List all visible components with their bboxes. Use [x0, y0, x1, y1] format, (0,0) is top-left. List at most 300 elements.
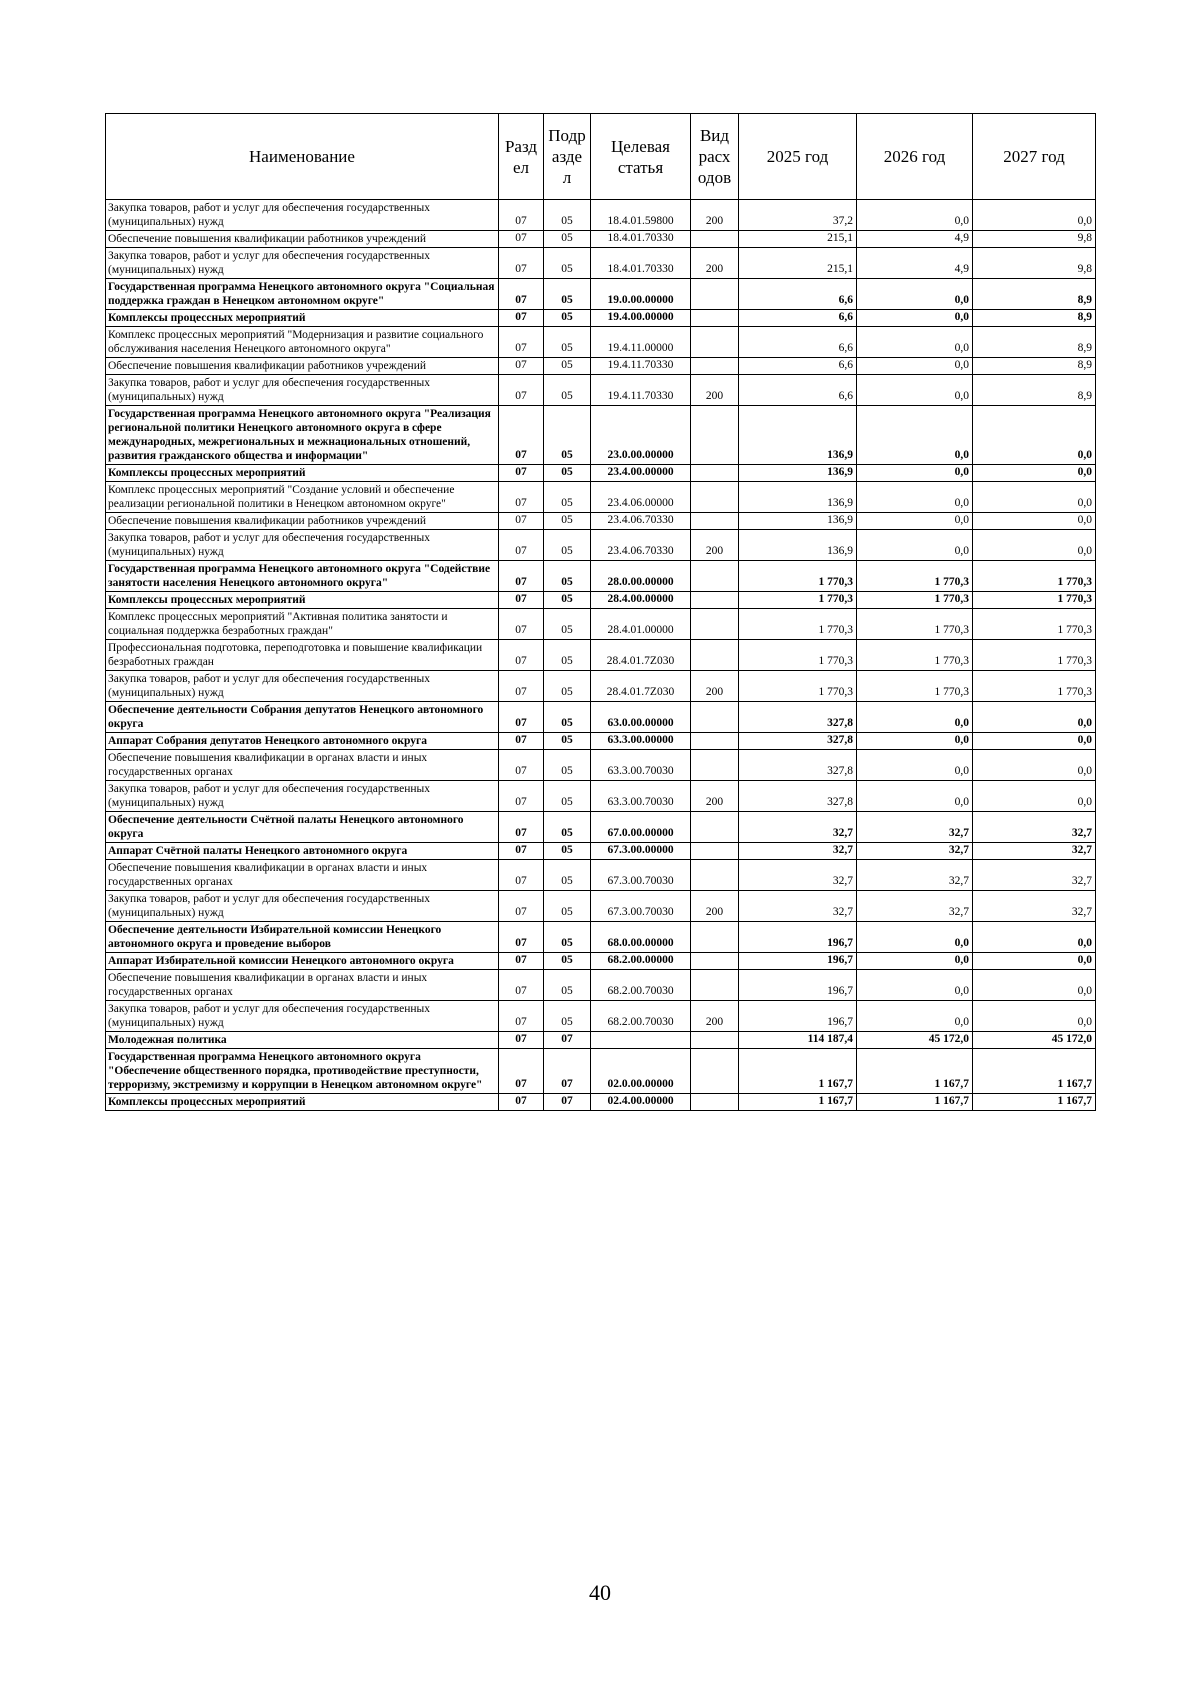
- table-row: [106, 843, 1096, 860]
- cell-2027: 32,7: [973, 860, 1096, 891]
- cell-name: Комплекс процессных мероприятий "Активная политика занятости и социальная поддержка безработных граждан": [106, 609, 499, 640]
- cell-2025: 327,8: [739, 733, 857, 750]
- cell-2026: 1 770,3: [857, 640, 973, 671]
- cell-name: Комплексы процессных мероприятий: [106, 1094, 499, 1111]
- cell-name: Профессиональная подготовка, переподготовка и повышение квалификации безработных граждан: [106, 640, 499, 671]
- table-row: [106, 1094, 1096, 1111]
- cell-section: 07: [499, 733, 544, 750]
- cell-kind: [691, 231, 739, 248]
- cell-subsection: 05: [544, 843, 591, 860]
- cell-kind: [691, 843, 739, 860]
- cell-2026: 0,0: [857, 358, 973, 375]
- cell-section: 07: [499, 843, 544, 860]
- cell-subsection: 07: [544, 1032, 591, 1049]
- cell-target: 28.4.01.7Z030: [591, 640, 691, 671]
- cell-section: 07: [499, 358, 544, 375]
- table-row: [106, 231, 1096, 248]
- table-row: [106, 860, 1096, 891]
- cell-2027: 0,0: [973, 406, 1096, 465]
- cell-2025: 196,7: [739, 970, 857, 1001]
- cell-2026: 0,0: [857, 530, 973, 561]
- cell-target: 67.3.00.70030: [591, 860, 691, 891]
- cell-2027: 8,9: [973, 358, 1096, 375]
- cell-section: 07: [499, 406, 544, 465]
- cell-section: 07: [499, 750, 544, 781]
- cell-2025: 1 167,7: [739, 1094, 857, 1111]
- cell-target: 19.4.11.70330: [591, 375, 691, 406]
- cell-subsection: 05: [544, 200, 591, 231]
- cell-subsection: 05: [544, 750, 591, 781]
- cell-2025: 1 770,3: [739, 592, 857, 609]
- cell-target: 23.4.06.00000: [591, 482, 691, 513]
- cell-2027: 0,0: [973, 513, 1096, 530]
- cell-2026: 1 167,7: [857, 1094, 973, 1111]
- cell-kind: [691, 1049, 739, 1094]
- cell-section: 07: [499, 970, 544, 1001]
- cell-2026: 0,0: [857, 1001, 973, 1032]
- cell-subsection: 05: [544, 970, 591, 1001]
- cell-kind: [691, 592, 739, 609]
- cell-2026: 32,7: [857, 891, 973, 922]
- header-2027: 2027 год: [973, 114, 1096, 200]
- cell-section: 07: [499, 609, 544, 640]
- cell-2027: 8,9: [973, 375, 1096, 406]
- cell-2027: 1 770,3: [973, 592, 1096, 609]
- cell-target: 23.0.00.00000: [591, 406, 691, 465]
- cell-2026: 0,0: [857, 733, 973, 750]
- header-name: Наименование: [106, 114, 499, 200]
- cell-kind: [691, 465, 739, 482]
- cell-section: 07: [499, 781, 544, 812]
- cell-2026: 0,0: [857, 702, 973, 733]
- cell-kind: 200: [691, 248, 739, 279]
- table-row: [106, 200, 1096, 231]
- cell-2027: 0,0: [973, 733, 1096, 750]
- cell-2026: 0,0: [857, 310, 973, 327]
- header-target: Целевая статья: [591, 114, 691, 200]
- cell-2025: 196,7: [739, 922, 857, 953]
- cell-2027: 45 172,0: [973, 1032, 1096, 1049]
- cell-subsection: 05: [544, 922, 591, 953]
- cell-2027: 1 167,7: [973, 1049, 1096, 1094]
- cell-name: Государственная программа Ненецкого автономного округа "Социальная поддержка граждан в Ненецком автономном округе": [106, 279, 499, 310]
- cell-2027: 0,0: [973, 1001, 1096, 1032]
- cell-2025: 136,9: [739, 530, 857, 561]
- cell-name: Закупка товаров, работ и услуг для обеспечения государственных (муниципальных) нужд: [106, 200, 499, 231]
- cell-subsection: 05: [544, 671, 591, 702]
- cell-name: Закупка товаров, работ и услуг для обеспечения государственных (муниципальных) нужд: [106, 671, 499, 702]
- cell-2026: 0,0: [857, 922, 973, 953]
- cell-section: 07: [499, 200, 544, 231]
- cell-target: 28.4.01.00000: [591, 609, 691, 640]
- cell-subsection: 05: [544, 327, 591, 358]
- cell-2027: 32,7: [973, 812, 1096, 843]
- cell-target: 18.4.01.70330: [591, 248, 691, 279]
- cell-name: Обеспечение повышения квалификации в органах власти и иных государственных органах: [106, 860, 499, 891]
- cell-kind: [691, 1094, 739, 1111]
- cell-2027: 1 770,3: [973, 640, 1096, 671]
- cell-name: Комплекс процессных мероприятий "Создание условий и обеспечение реализации региональной политики в Ненецком автономном округе": [106, 482, 499, 513]
- cell-2026: 1 167,7: [857, 1049, 973, 1094]
- table-row: [106, 640, 1096, 671]
- cell-subsection: 05: [544, 530, 591, 561]
- cell-kind: [691, 733, 739, 750]
- cell-subsection: 05: [544, 465, 591, 482]
- cell-2027: 0,0: [973, 953, 1096, 970]
- cell-section: 07: [499, 248, 544, 279]
- cell-2026: 0,0: [857, 750, 973, 781]
- cell-subsection: 05: [544, 781, 591, 812]
- cell-2025: 327,8: [739, 702, 857, 733]
- cell-target: 68.2.00.70030: [591, 1001, 691, 1032]
- cell-2027: 1 770,3: [973, 561, 1096, 592]
- cell-kind: 200: [691, 200, 739, 231]
- cell-2025: 136,9: [739, 465, 857, 482]
- cell-section: 07: [499, 465, 544, 482]
- cell-target: 68.2.00.00000: [591, 953, 691, 970]
- cell-target: 23.4.06.70330: [591, 513, 691, 530]
- cell-2025: 1 770,3: [739, 561, 857, 592]
- cell-kind: [691, 561, 739, 592]
- cell-2026: 1 770,3: [857, 592, 973, 609]
- cell-2025: 327,8: [739, 781, 857, 812]
- cell-target: [591, 1032, 691, 1049]
- table-body: [106, 200, 1096, 1111]
- cell-target: 63.3.00.70030: [591, 781, 691, 812]
- cell-target: 28.4.01.7Z030: [591, 671, 691, 702]
- cell-section: 07: [499, 513, 544, 530]
- cell-2025: 215,1: [739, 231, 857, 248]
- cell-target: 63.0.00.00000: [591, 702, 691, 733]
- header-kind: Вид расх одов: [691, 114, 739, 200]
- cell-2026: 0,0: [857, 375, 973, 406]
- cell-section: 07: [499, 1032, 544, 1049]
- table-row: [106, 530, 1096, 561]
- cell-kind: [691, 406, 739, 465]
- cell-2027: 0,0: [973, 465, 1096, 482]
- cell-2026: 1 770,3: [857, 609, 973, 640]
- cell-subsection: 05: [544, 702, 591, 733]
- cell-kind: [691, 609, 739, 640]
- cell-kind: [691, 750, 739, 781]
- cell-section: 07: [499, 891, 544, 922]
- cell-2027: 0,0: [973, 482, 1096, 513]
- table-row: [106, 1049, 1096, 1094]
- table-row: [106, 750, 1096, 781]
- cell-kind: [691, 860, 739, 891]
- cell-2027: 32,7: [973, 843, 1096, 860]
- cell-2027: 0,0: [973, 922, 1096, 953]
- cell-target: 19.4.11.00000: [591, 327, 691, 358]
- cell-2027: 9,8: [973, 231, 1096, 248]
- cell-2026: 32,7: [857, 860, 973, 891]
- cell-kind: [691, 279, 739, 310]
- cell-target: 23.4.00.00000: [591, 465, 691, 482]
- cell-kind: 200: [691, 375, 739, 406]
- cell-2027: 8,9: [973, 310, 1096, 327]
- cell-2027: 8,9: [973, 327, 1096, 358]
- cell-section: 07: [499, 1049, 544, 1094]
- cell-2026: 32,7: [857, 843, 973, 860]
- cell-subsection: 07: [544, 1094, 591, 1111]
- table-row: [106, 248, 1096, 279]
- cell-2025: 136,9: [739, 406, 857, 465]
- cell-name: Закупка товаров, работ и услуг для обеспечения государственных (муниципальных) нужд: [106, 248, 499, 279]
- cell-2027: 32,7: [973, 891, 1096, 922]
- table-row: [106, 327, 1096, 358]
- cell-target: 19.0.00.00000: [591, 279, 691, 310]
- cell-2025: 32,7: [739, 812, 857, 843]
- cell-2026: 0,0: [857, 200, 973, 231]
- cell-name: Обеспечение деятельности Собрания депутатов Ненецкого автономного округа: [106, 702, 499, 733]
- cell-subsection: 05: [544, 248, 591, 279]
- cell-2027: 1 167,7: [973, 1094, 1096, 1111]
- cell-2025: 6,6: [739, 375, 857, 406]
- cell-subsection: 05: [544, 640, 591, 671]
- cell-kind: [691, 513, 739, 530]
- cell-section: 07: [499, 922, 544, 953]
- cell-target: 67.3.00.70030: [591, 891, 691, 922]
- cell-section: 07: [499, 530, 544, 561]
- cell-kind: [691, 702, 739, 733]
- cell-kind: [691, 327, 739, 358]
- cell-2025: 114 187,4: [739, 1032, 857, 1049]
- cell-subsection: 05: [544, 358, 591, 375]
- cell-2025: 196,7: [739, 1001, 857, 1032]
- cell-name: Аппарат Собрания депутатов Ненецкого автономного округа: [106, 733, 499, 750]
- header-row: [106, 114, 1096, 200]
- cell-subsection: 05: [544, 860, 591, 891]
- cell-section: 07: [499, 375, 544, 406]
- cell-section: 07: [499, 671, 544, 702]
- table-row: [106, 891, 1096, 922]
- cell-2025: 1 770,3: [739, 609, 857, 640]
- table-row: [106, 465, 1096, 482]
- cell-kind: [691, 970, 739, 1001]
- cell-name: Обеспечение повышения квалификации работников учреждений: [106, 358, 499, 375]
- cell-subsection: 05: [544, 482, 591, 513]
- cell-target: 19.4.11.70330: [591, 358, 691, 375]
- cell-name: Закупка товаров, работ и услуг для обеспечения государственных (муниципальных) нужд: [106, 530, 499, 561]
- cell-kind: 200: [691, 891, 739, 922]
- cell-subsection: 05: [544, 279, 591, 310]
- cell-name: Государственная программа Ненецкого автономного округа "Обеспечение общественного порядка, противодействие преступности, терроризму, экстремизму и коррупции в Ненецком автономном округе": [106, 1049, 499, 1094]
- cell-section: 07: [499, 482, 544, 513]
- table-row: [106, 310, 1096, 327]
- header-subsection: Подр азде л: [544, 114, 591, 200]
- cell-target: 63.3.00.00000: [591, 733, 691, 750]
- cell-target: 18.4.01.59800: [591, 200, 691, 231]
- table-row: [106, 1032, 1096, 1049]
- cell-kind: 200: [691, 781, 739, 812]
- cell-target: 28.4.00.00000: [591, 592, 691, 609]
- cell-target: 18.4.01.70330: [591, 231, 691, 248]
- cell-2026: 0,0: [857, 465, 973, 482]
- cell-section: 07: [499, 592, 544, 609]
- cell-target: 23.4.06.70330: [591, 530, 691, 561]
- cell-name: Государственная программа Ненецкого автономного округа "Содействие занятости населения Ненецкого автономного округа": [106, 561, 499, 592]
- table-row: [106, 922, 1096, 953]
- cell-2027: 1 770,3: [973, 609, 1096, 640]
- cell-2026: 45 172,0: [857, 1032, 973, 1049]
- cell-2027: 1 770,3: [973, 671, 1096, 702]
- table-row: [106, 733, 1096, 750]
- cell-kind: [691, 640, 739, 671]
- cell-target: 68.0.00.00000: [591, 922, 691, 953]
- cell-2025: 32,7: [739, 891, 857, 922]
- table-row: [106, 406, 1096, 465]
- cell-2025: 37,2: [739, 200, 857, 231]
- cell-subsection: 05: [544, 406, 591, 465]
- cell-subsection: 05: [544, 733, 591, 750]
- cell-name: Аппарат Счётной палаты Ненецкого автономного округа: [106, 843, 499, 860]
- cell-subsection: 05: [544, 310, 591, 327]
- cell-name: Комплексы процессных мероприятий: [106, 592, 499, 609]
- cell-2026: 0,0: [857, 482, 973, 513]
- cell-subsection: 05: [544, 513, 591, 530]
- cell-section: 07: [499, 640, 544, 671]
- cell-section: 07: [499, 953, 544, 970]
- table-row: [106, 781, 1096, 812]
- page-number: 40: [589, 1580, 611, 1605]
- cell-kind: 200: [691, 530, 739, 561]
- cell-kind: [691, 922, 739, 953]
- cell-2025: 1 770,3: [739, 640, 857, 671]
- cell-section: 07: [499, 310, 544, 327]
- cell-2025: 6,6: [739, 327, 857, 358]
- cell-2025: 32,7: [739, 843, 857, 860]
- cell-2027: 0,0: [973, 970, 1096, 1001]
- cell-name: Комплексы процессных мероприятий: [106, 310, 499, 327]
- cell-name: Обеспечение деятельности Счётной палаты Ненецкого автономного округа: [106, 812, 499, 843]
- cell-name: Обеспечение повышения квалификации в органах власти и иных государственных органах: [106, 750, 499, 781]
- cell-2025: 6,6: [739, 279, 857, 310]
- cell-2027: 0,0: [973, 750, 1096, 781]
- cell-2026: 0,0: [857, 406, 973, 465]
- cell-2027: 8,9: [973, 279, 1096, 310]
- cell-2027: 0,0: [973, 200, 1096, 231]
- cell-name: Молодежная политика: [106, 1032, 499, 1049]
- cell-kind: [691, 310, 739, 327]
- table-row: [106, 375, 1096, 406]
- cell-2027: 0,0: [973, 702, 1096, 733]
- cell-subsection: 05: [544, 561, 591, 592]
- cell-name: Закупка товаров, работ и услуг для обеспечения государственных (муниципальных) нужд: [106, 891, 499, 922]
- cell-2026: 1 770,3: [857, 671, 973, 702]
- cell-kind: 200: [691, 671, 739, 702]
- cell-2026: 4,9: [857, 248, 973, 279]
- cell-name: Закупка товаров, работ и услуг для обеспечения государственных (муниципальных) нужд: [106, 1001, 499, 1032]
- table-row: [106, 482, 1096, 513]
- cell-2025: 136,9: [739, 482, 857, 513]
- cell-2026: 4,9: [857, 231, 973, 248]
- table-row: [106, 609, 1096, 640]
- cell-section: 07: [499, 702, 544, 733]
- cell-2026: 0,0: [857, 781, 973, 812]
- table-row: [106, 671, 1096, 702]
- cell-section: 07: [499, 1001, 544, 1032]
- header-section: Разд ел: [499, 114, 544, 200]
- cell-kind: [691, 812, 739, 843]
- cell-name: Обеспечение деятельности Избирательной комиссии Ненецкого автономного округа и проведение выборов: [106, 922, 499, 953]
- cell-2027: 0,0: [973, 781, 1096, 812]
- table-row: [106, 953, 1096, 970]
- table-row: [106, 592, 1096, 609]
- cell-name: Обеспечение повышения квалификации работников учреждений: [106, 513, 499, 530]
- cell-section: 07: [499, 231, 544, 248]
- cell-subsection: 05: [544, 1001, 591, 1032]
- cell-target: 67.3.00.00000: [591, 843, 691, 860]
- cell-subsection: 05: [544, 891, 591, 922]
- cell-2025: 196,7: [739, 953, 857, 970]
- cell-2026: 0,0: [857, 327, 973, 358]
- cell-subsection: 05: [544, 375, 591, 406]
- cell-2025: 1 167,7: [739, 1049, 857, 1094]
- cell-2026: 0,0: [857, 513, 973, 530]
- cell-2025: 136,9: [739, 513, 857, 530]
- cell-subsection: 05: [544, 609, 591, 640]
- cell-name: Комплекс процессных мероприятий "Модернизация и развитие социального обслуживания населения Ненецкого автономного округа": [106, 327, 499, 358]
- cell-kind: 200: [691, 1001, 739, 1032]
- cell-section: 07: [499, 279, 544, 310]
- cell-subsection: 05: [544, 231, 591, 248]
- table-row: [106, 702, 1096, 733]
- cell-kind: [691, 953, 739, 970]
- cell-subsection: 05: [544, 812, 591, 843]
- header-2025: 2025 год: [739, 114, 857, 200]
- cell-section: 07: [499, 561, 544, 592]
- cell-name: Закупка товаров, работ и услуг для обеспечения государственных (муниципальных) нужд: [106, 781, 499, 812]
- cell-kind: [691, 482, 739, 513]
- cell-subsection: 07: [544, 1049, 591, 1094]
- cell-target: 67.0.00.00000: [591, 812, 691, 843]
- cell-name: Комплексы процессных мероприятий: [106, 465, 499, 482]
- table-row: [106, 513, 1096, 530]
- cell-kind: [691, 358, 739, 375]
- cell-2026: 0,0: [857, 279, 973, 310]
- table-row: [106, 812, 1096, 843]
- cell-target: 02.0.00.00000: [591, 1049, 691, 1094]
- cell-kind: [691, 1032, 739, 1049]
- cell-2027: 9,8: [973, 248, 1096, 279]
- cell-name: Обеспечение повышения квалификации в органах власти и иных государственных органах: [106, 970, 499, 1001]
- cell-section: 07: [499, 1094, 544, 1111]
- cell-2025: 327,8: [739, 750, 857, 781]
- cell-section: 07: [499, 860, 544, 891]
- table-row: [106, 358, 1096, 375]
- cell-2026: 32,7: [857, 812, 973, 843]
- cell-name: Государственная программа Ненецкого автономного округа "Реализация региональной политики Ненецкого автономного округа в сфере международных, межрегиональных и межнациональных отношений, развития гражданского общества и информации": [106, 406, 499, 465]
- cell-target: 63.3.00.70030: [591, 750, 691, 781]
- cell-subsection: 05: [544, 592, 591, 609]
- cell-section: 07: [499, 812, 544, 843]
- cell-2025: 32,7: [739, 860, 857, 891]
- table-row: [106, 1001, 1096, 1032]
- table-row: [106, 970, 1096, 1001]
- cell-2026: 0,0: [857, 953, 973, 970]
- cell-subsection: 05: [544, 953, 591, 970]
- budget-table: [105, 113, 1096, 1111]
- table-row: [106, 561, 1096, 592]
- cell-2025: 6,6: [739, 358, 857, 375]
- cell-2027: 0,0: [973, 530, 1096, 561]
- cell-2025: 6,6: [739, 310, 857, 327]
- table-row: [106, 279, 1096, 310]
- cell-section: 07: [499, 327, 544, 358]
- cell-2025: 215,1: [739, 248, 857, 279]
- cell-name: Закупка товаров, работ и услуг для обеспечения государственных (муниципальных) нужд: [106, 375, 499, 406]
- cell-name: Обеспечение повышения квалификации работников учреждений: [106, 231, 499, 248]
